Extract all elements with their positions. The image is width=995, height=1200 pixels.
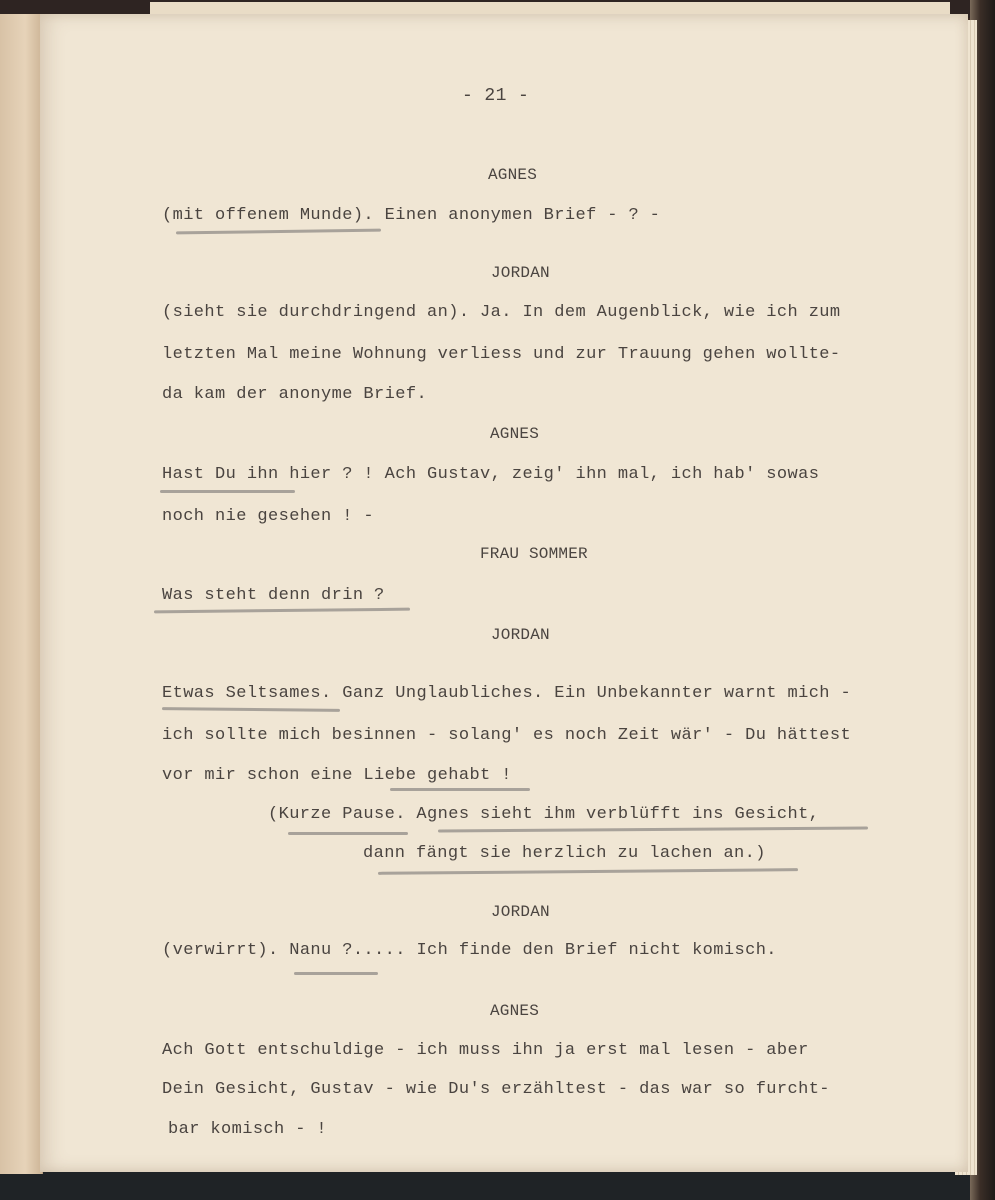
dialogue-line: Hast Du ihn hier ? ! Ach Gustav, zeig' ihn mal, ich hab' sowas <box>162 465 820 484</box>
dialogue-line: Ach Gott entschuldige - ich muss ihn ja erst mal lesen - aber <box>162 1041 809 1060</box>
dialogue-line: da kam der anonyme Brief. <box>162 385 428 404</box>
speaker-name: JORDAN <box>491 264 550 282</box>
background-bottom <box>0 1172 995 1200</box>
left-page-edge <box>0 14 43 1174</box>
dialogue-line: vor mir schon eine Liebe gehabt ! <box>162 766 512 785</box>
dialogue-line: bar komisch - ! <box>168 1120 328 1139</box>
typewritten-page <box>40 14 968 1172</box>
dialogue-line: ich sollte mich besinnen - solang' es noch Zeit wär' - Du hättest <box>162 726 852 745</box>
speaker-name: AGNES <box>490 425 540 443</box>
dialogue-line: Was steht denn drin ? <box>162 586 385 605</box>
dialogue-line: (mit offenem Munde). Einen anonymen Brief - ? - <box>162 206 661 225</box>
dialogue-line: noch nie gesehen ! - <box>162 507 375 526</box>
speaker-name: JORDAN <box>491 903 550 921</box>
pencil-underline <box>390 788 530 791</box>
dialogue-line: (verwirrt). Nanu ?..... Ich finde den Brief nicht komisch. <box>162 941 777 960</box>
pencil-underline <box>162 707 340 712</box>
pencil-underline <box>438 826 868 832</box>
speaker-name: JORDAN <box>491 626 550 644</box>
speaker-name: AGNES <box>490 1002 540 1020</box>
speaker-name: FRAU SOMMER <box>480 545 588 563</box>
stage-direction: (Kurze Pause. Agnes sieht ihm verblüfft ins Gesicht, <box>268 805 820 824</box>
pencil-underline <box>160 490 295 493</box>
pencil-underline <box>154 608 410 614</box>
dialogue-line: (sieht sie durchdringend an). Ja. In dem Augenblick, wie ich zum <box>162 303 841 322</box>
page-number: - 21 - <box>462 86 530 106</box>
pencil-underline <box>378 868 798 875</box>
pencil-underline <box>176 229 381 235</box>
stage-direction: dann fängt sie herzlich zu lachen an.) <box>363 844 766 863</box>
dialogue-line: Dein Gesicht, Gustav - wie Du's erzähltest - das war so furcht- <box>162 1080 830 1099</box>
speaker-name: AGNES <box>488 166 538 184</box>
pencil-underline <box>288 832 408 835</box>
dialogue-line: Etwas Seltsames. Ganz Unglaubliches. Ein Unbekannter warnt mich - <box>162 684 852 703</box>
pencil-underline <box>294 972 378 975</box>
dialogue-line: letzten Mal meine Wohnung verliess und zur Trauung gehen wollte- <box>162 345 841 364</box>
